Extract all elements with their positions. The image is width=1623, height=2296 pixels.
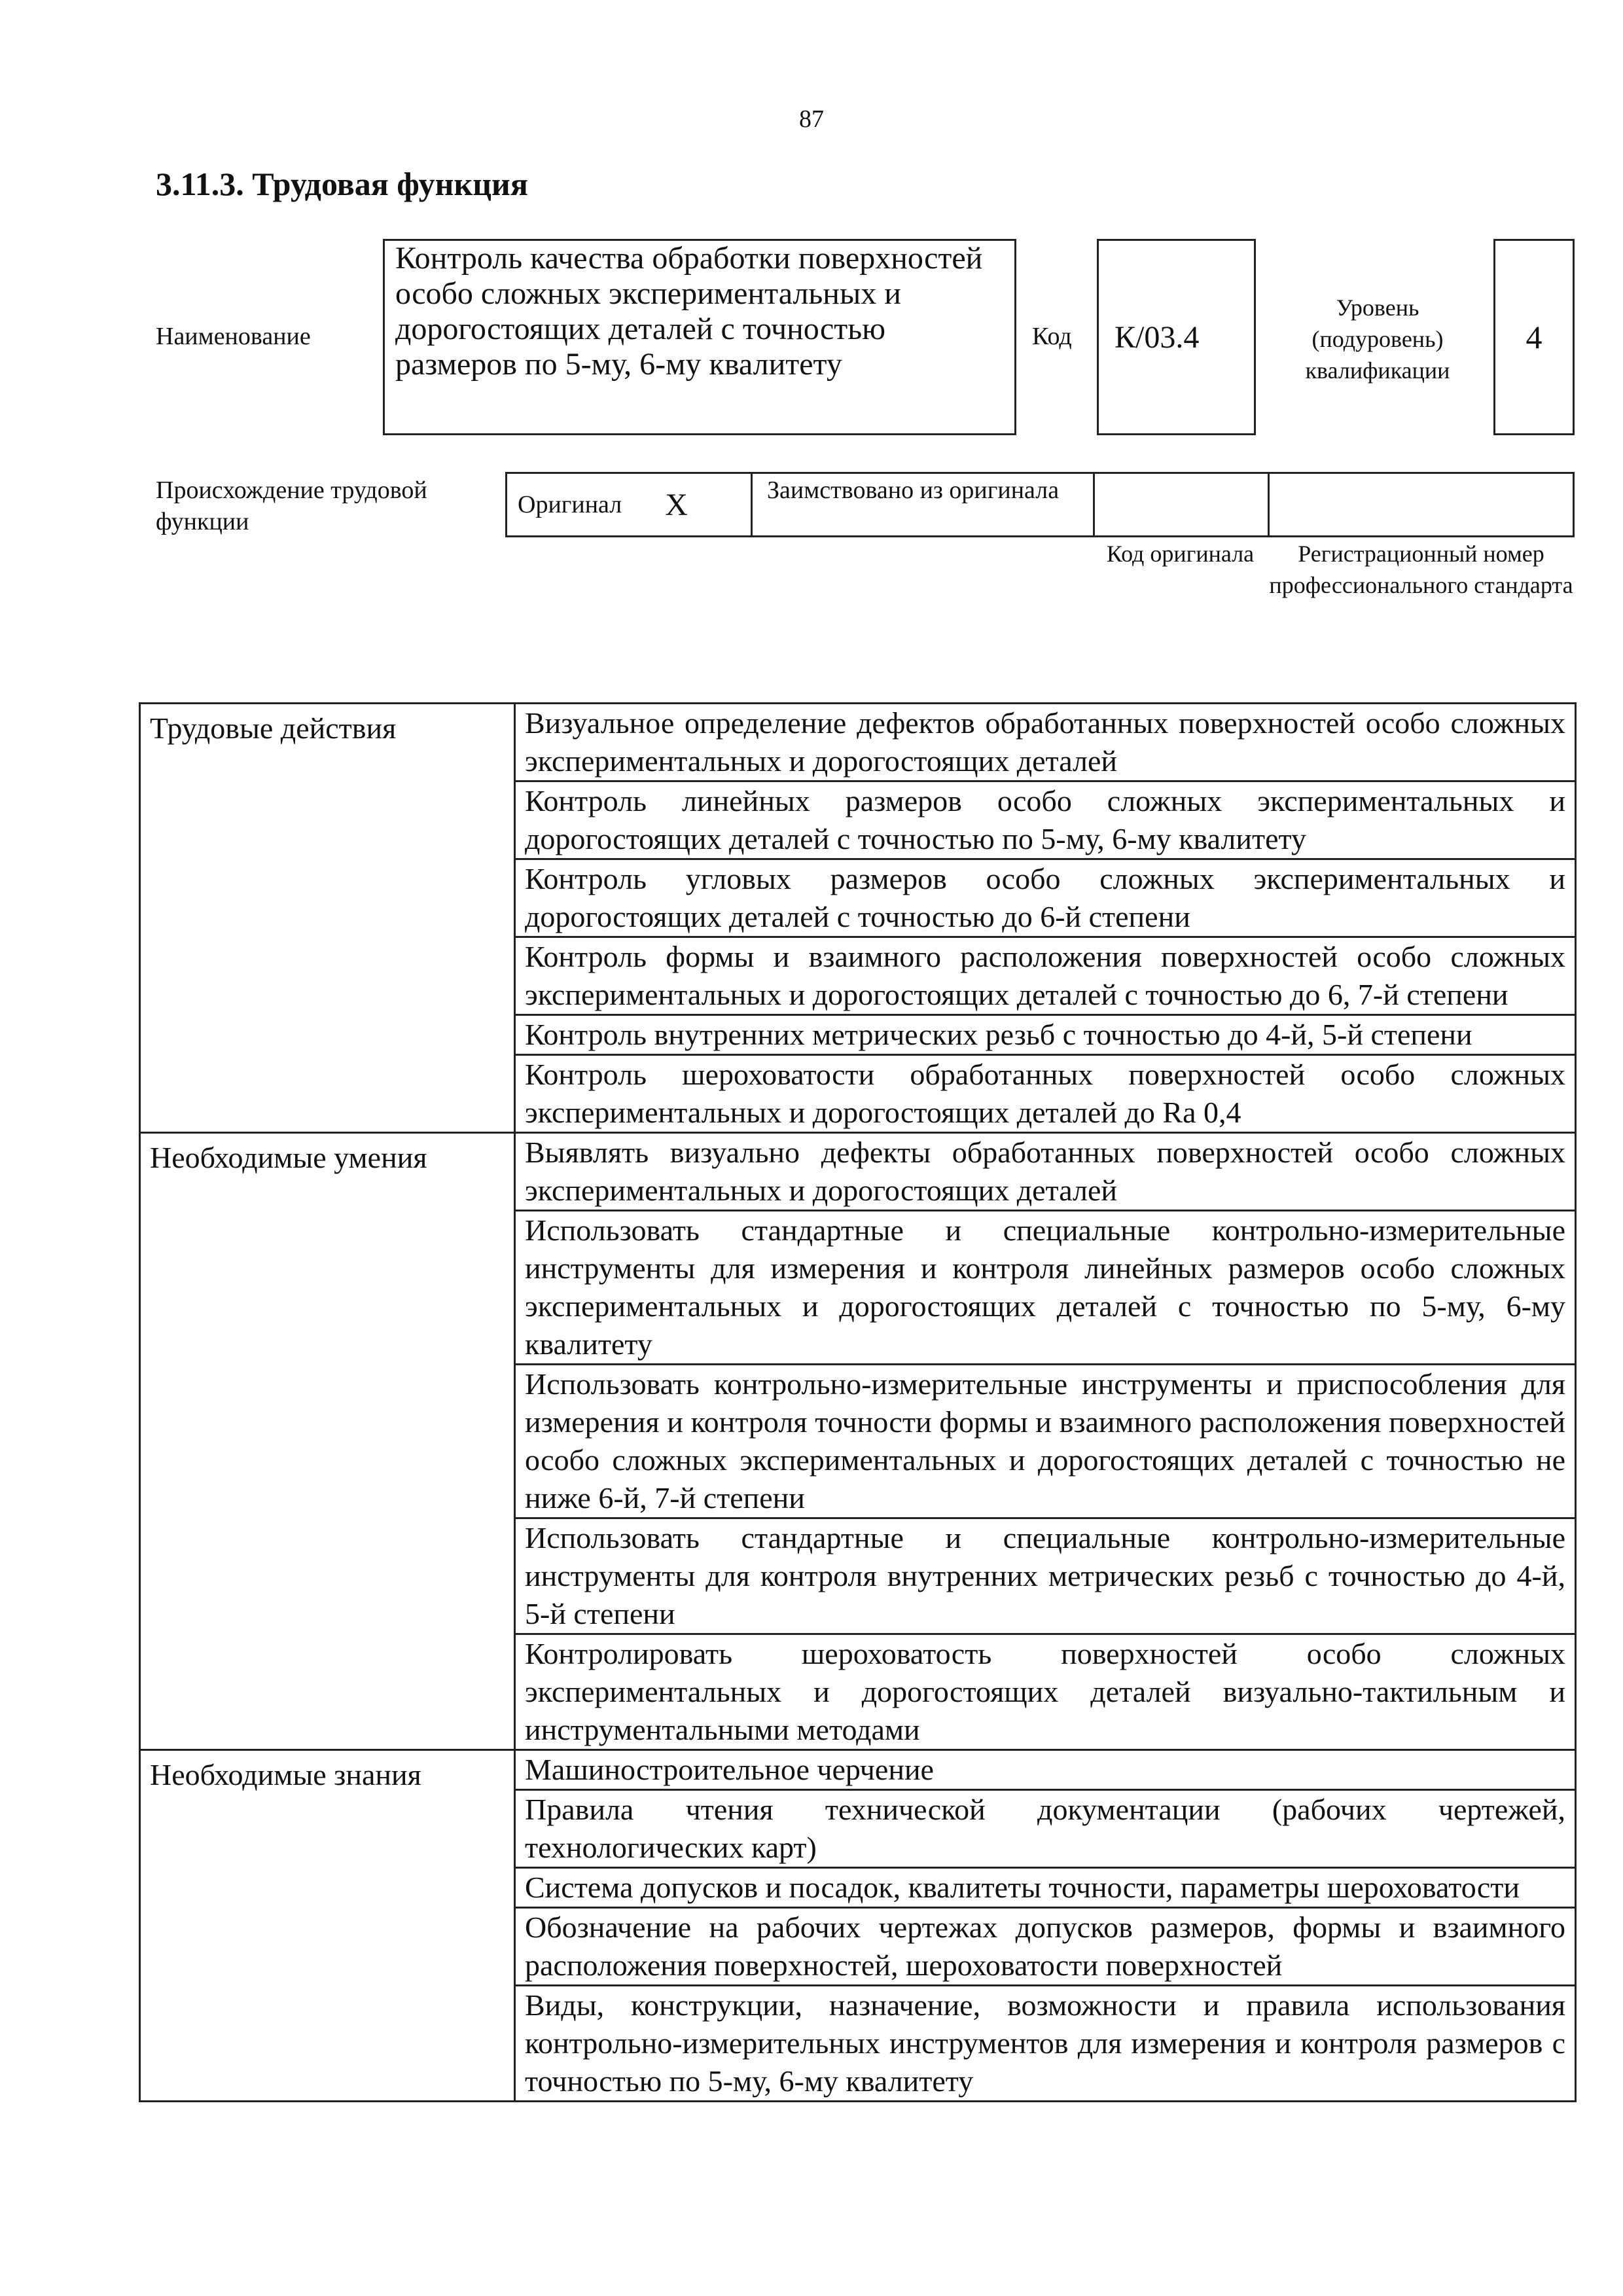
original-mark: Х: [665, 487, 688, 522]
code-label: Код: [1032, 323, 1072, 350]
section-item: Выявлять визуально дефекты обработанных поверхностей особо сложных экспериментальных и дорогостоящих деталей: [515, 1133, 1576, 1211]
section-item: Использовать контрольно-измерительные инструменты и приспособления для измерения и контроля точности формы и взаимного расположения поверхностей особо сложных экспериментальных и дорогостоящих деталей с точностью не ниже 6-й, 7-й степени: [515, 1365, 1576, 1518]
level-label: Уровень (подуровень) квалификации: [1305, 295, 1450, 384]
name-label: Наименование: [156, 323, 311, 350]
section-category: Необходимые знания: [140, 1750, 515, 2102]
section-item: Обозначение на рабочих чертежах допусков размеров, формы и взаимного расположения поверхностей, шероховатости поверхностей: [515, 1908, 1576, 1986]
section-item: Использовать стандартные и специальные контрольно-измерительные инструменты для измерения и контроля линейных размеров особо сложных экспериментальных и дорогостоящих деталей с точностью по 5-му, 6-му квалитету: [515, 1211, 1576, 1365]
section-item: Контроль шероховатости обработанных поверхностей особо сложных экспериментальных и дорогостоящих деталей до Ra 0,4: [515, 1055, 1576, 1133]
page-number: 87: [799, 105, 824, 133]
section-title: 3.11.3. Трудовая функция: [156, 166, 528, 202]
function-name-value: Контроль качества обработки поверхностей особо сложных экспериментальных и дорогостоящих деталей с точностью размеров по 5-му, 6-му квалитету: [395, 241, 983, 382]
borrowed-label: Заимствовано из оригинала: [767, 476, 1060, 504]
origin-code-cell: [1093, 474, 1268, 535]
section-item: Правила чтения технической документации (рабочих чертежей, технологических карт): [515, 1790, 1576, 1868]
labor-function-table: [139, 702, 1577, 2102]
code-box: [1097, 239, 1256, 435]
section-item: Контроль формы и взаимного расположения поверхностей особо сложных экспериментальных и дорогостоящих деталей с точностью до 6, 7-й степени: [515, 937, 1576, 1015]
section-category: Необходимые умения: [140, 1133, 515, 1750]
original-label: Оригинал: [518, 491, 622, 518]
code-original-caption: Код оригинала: [1106, 541, 1255, 567]
table-row: [140, 1750, 1576, 1790]
section-item: Контроль линейных размеров особо сложных экспериментальных и дорогостоящих деталей с точностью по 5-му, 6-му квалитету: [515, 781, 1576, 859]
section-item: Контролировать шероховатость поверхностей особо сложных экспериментальных и дорогостоящих деталей визуально-тактильным и инструментальными методами: [515, 1634, 1576, 1750]
origin-original-cell: [505, 474, 751, 535]
section-item: Использовать стандартные и специальные контрольно-измерительные инструменты для контроля внутренних метрических резьб с точностью до 4-й, 5-й степени: [515, 1518, 1576, 1634]
origin-table: [505, 472, 1575, 537]
table-row: [140, 1133, 1576, 1211]
section-item: Контроль внутренних метрических резьб с точностью до 4-й, 5-й степени: [515, 1015, 1576, 1055]
labor-function-table-body: [140, 704, 1576, 2102]
reg-number-caption: Регистрационный номер профессионального стандарта: [1269, 541, 1573, 598]
table-row: [140, 704, 1576, 781]
function-name-box: [383, 239, 1016, 435]
section-item: Виды, конструкции, назначение, возможности и правила использования контрольно-измерительных инструментов для измерения и контроля размеров с точностью по 5-му, 6-му квалитету: [515, 1986, 1576, 2102]
section-item: Система допусков и посадок, квалитеты точности, параметры шероховатости: [515, 1868, 1576, 1908]
section-category: Трудовые действия: [140, 704, 515, 1133]
level-value: 4: [1525, 319, 1543, 355]
section-item: Контроль угловых размеров особо сложных экспериментальных и дорогостоящих деталей с точностью до 6-й степени: [515, 859, 1576, 937]
section-item: Машиностроительное черчение: [515, 1750, 1576, 1790]
section-item: Визуальное определение дефектов обработанных поверхностей особо сложных экспериментальных и дорогостоящих деталей: [515, 704, 1576, 781]
code-value: К/03.4: [1115, 319, 1200, 355]
level-box: [1493, 239, 1575, 435]
origin-borrowed-cell: [751, 474, 1093, 535]
origin-label: Происхождение трудовой функции: [156, 476, 427, 535]
origin-reg-cell: [1268, 474, 1575, 535]
